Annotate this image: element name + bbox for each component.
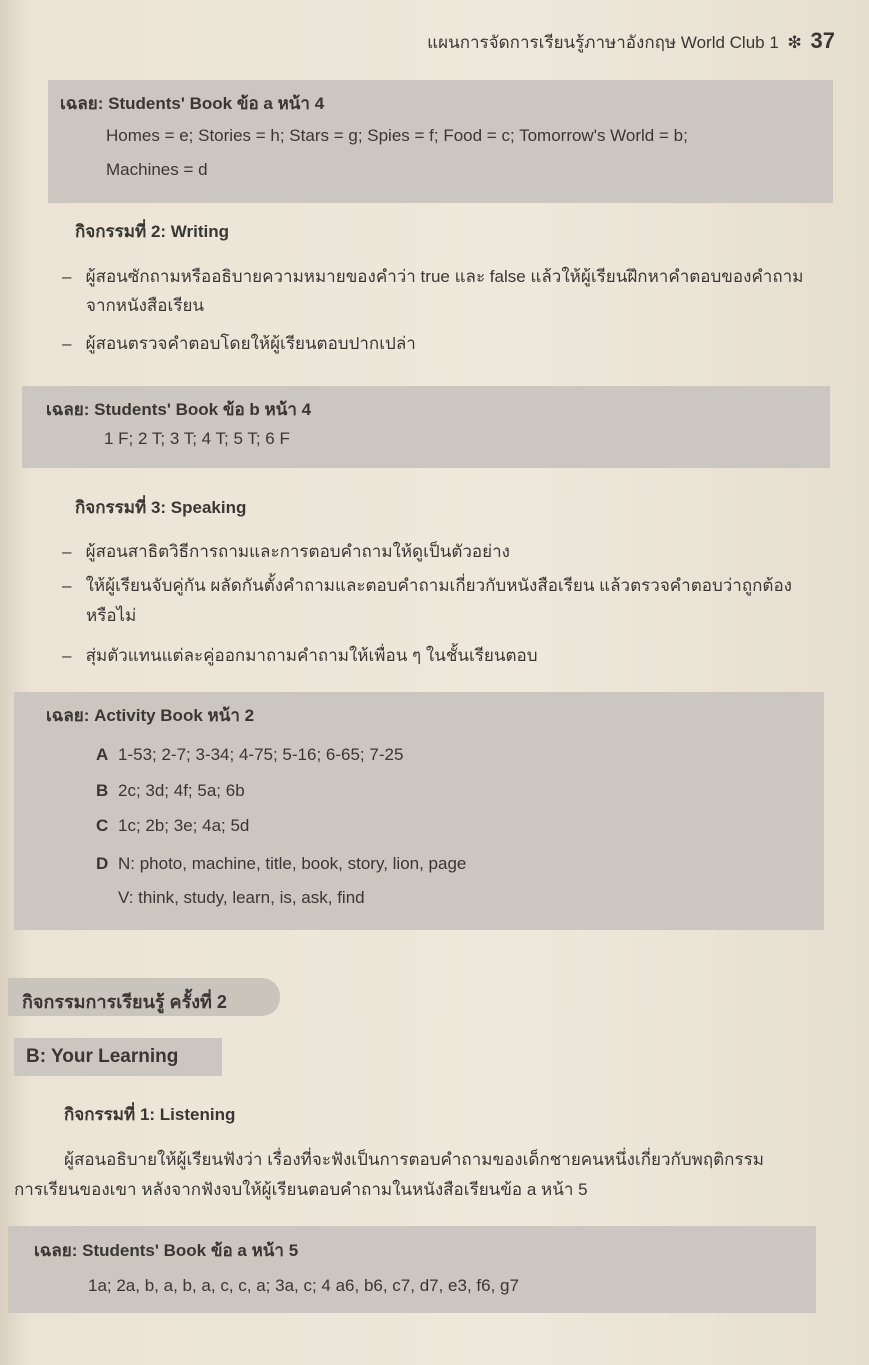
row-key: B xyxy=(96,781,109,800)
bullet-continuation: จากหนังสือเรียน xyxy=(86,296,205,315)
row-key: C xyxy=(96,816,109,835)
bullet-text: ผู้สอนสาธิตวิธีการถามและการตอบคำถามให้ดูเป็นตัวอย่าง xyxy=(85,542,510,561)
answer-line: 1 F; 2 T; 3 T; 4 T; 5 T; 6 F xyxy=(104,429,290,448)
answer-label: เฉลย: Students' Book ข้อ b หน้า 4 xyxy=(46,400,312,419)
section-subtitle: B: Your Learning xyxy=(26,1046,179,1067)
row-value: 1c; 2b; 3e; 4a; 5d xyxy=(118,816,250,835)
bullet-item: – ผู้สอนตรวจคำตอบโดยให้ผู้เรียนตอบปากเปล่า xyxy=(62,334,416,353)
row-key: A xyxy=(96,745,109,764)
paragraph-line: การเรียนของเขา หลังจากฟังจบให้ผู้เรียนตอบคำถามในหนังสือเรียนข้อ a หน้า 5 xyxy=(14,1180,588,1199)
answer-label: เฉลย: Students' Book ข้อ a หน้า 5 xyxy=(34,1241,299,1260)
section-title: กิจกรรมการเรียนรู้ ครั้งที่ 2 xyxy=(22,992,227,1012)
bullet-item: – ผู้สอนซักถามหรืออธิบายความหมายของคำว่า true และ false แล้วให้ผู้เรียนฝึกหาคำตอบของคำถาม xyxy=(62,267,804,286)
bullet-text: สุ่มตัวแทนแต่ละคู่ออกมาถามคำถามให้เพื่อน ๆ ในชั้นเรียนตอบ xyxy=(85,646,538,665)
answer-label: เฉลย: Activity Book หน้า 2 xyxy=(46,706,255,725)
bullet-item: – สุ่มตัวแทนแต่ละคู่ออกมาถามคำถามให้เพื่อน ๆ ในชั้นเรียนตอบ xyxy=(62,646,538,665)
activity-heading: กิจกรรมที่ 3: Speaking xyxy=(75,498,247,517)
answer-row xyxy=(96,816,249,836)
row-value: V: think, study, learn, is, ask, find xyxy=(118,888,365,907)
row-key: D xyxy=(96,854,109,873)
activity-heading: กิจกรรมที่ 2: Writing xyxy=(75,222,230,241)
answer-row xyxy=(96,854,466,874)
bullet-text: ผู้สอนตรวจคำตอบโดยให้ผู้เรียนตอบปากเปล่า xyxy=(85,334,416,353)
answer-line: 1a; 2a, b, a, b, a, c, c, a; 3a, c; 4 a6, b6, c7, d7, e3, f6, g7 xyxy=(88,1276,519,1295)
separator-icon: ❇ xyxy=(787,33,802,52)
answer-line: Homes = e; Stories = h; Stars = g; Spies = f; Food = c; Tomorrow's World = b; xyxy=(106,126,688,145)
paragraph-line: ผู้สอนอธิบายให้ผู้เรียนฟังว่า เรื่องที่จะฟังเป็นการตอบคำถามของเด็กชายคนหนึ่งเกี่ยวกับพฤติกรรม xyxy=(64,1150,764,1169)
row-value: 2c; 3d; 4f; 5a; 6b xyxy=(118,781,245,800)
answer-row xyxy=(96,781,245,801)
bullet-text: ผู้สอนซักถามหรืออธิบายความหมายของคำว่า true และ false แล้วให้ผู้เรียนฝึกหาคำตอบของคำถาม xyxy=(85,267,804,286)
answer-line: Machines = d xyxy=(106,160,208,179)
header-title: แผนการจัดการเรียนรู้ภาษาอังกฤษ World Club 1 xyxy=(427,33,779,52)
bullet-item: – ผู้สอนสาธิตวิธีการถามและการตอบคำถามให้ดูเป็นตัวอย่าง xyxy=(62,542,510,561)
row-value: 1-53; 2-7; 3-34; 4-75; 5-16; 6-65; 7-25 xyxy=(118,745,404,764)
bullet-item: – ให้ผู้เรียนจับคู่กัน ผลัดกันตั้งคำถามและตอบคำถามเกี่ยวกับหนังสือเรียน แล้วตรวจคำตอบว่าถูกต้อง xyxy=(62,576,792,595)
answer-label: เฉลย: Students' Book ข้อ a หน้า 4 xyxy=(60,94,325,113)
answer-row xyxy=(96,745,403,765)
activity-heading: กิจกรรมที่ 1: Listening xyxy=(64,1105,236,1124)
row-value: N: photo, machine, title, book, story, lion, page xyxy=(118,854,467,873)
answer-row xyxy=(96,888,365,908)
running-header xyxy=(427,28,835,56)
bullet-text: ให้ผู้เรียนจับคู่กัน ผลัดกันตั้งคำถามและตอบคำถามเกี่ยวกับหนังสือเรียน แล้วตรวจคำตอบว่าถูกต้อง xyxy=(85,576,792,595)
bullet-continuation: หรือไม่ xyxy=(86,606,137,625)
page-number: 37 xyxy=(810,28,835,53)
